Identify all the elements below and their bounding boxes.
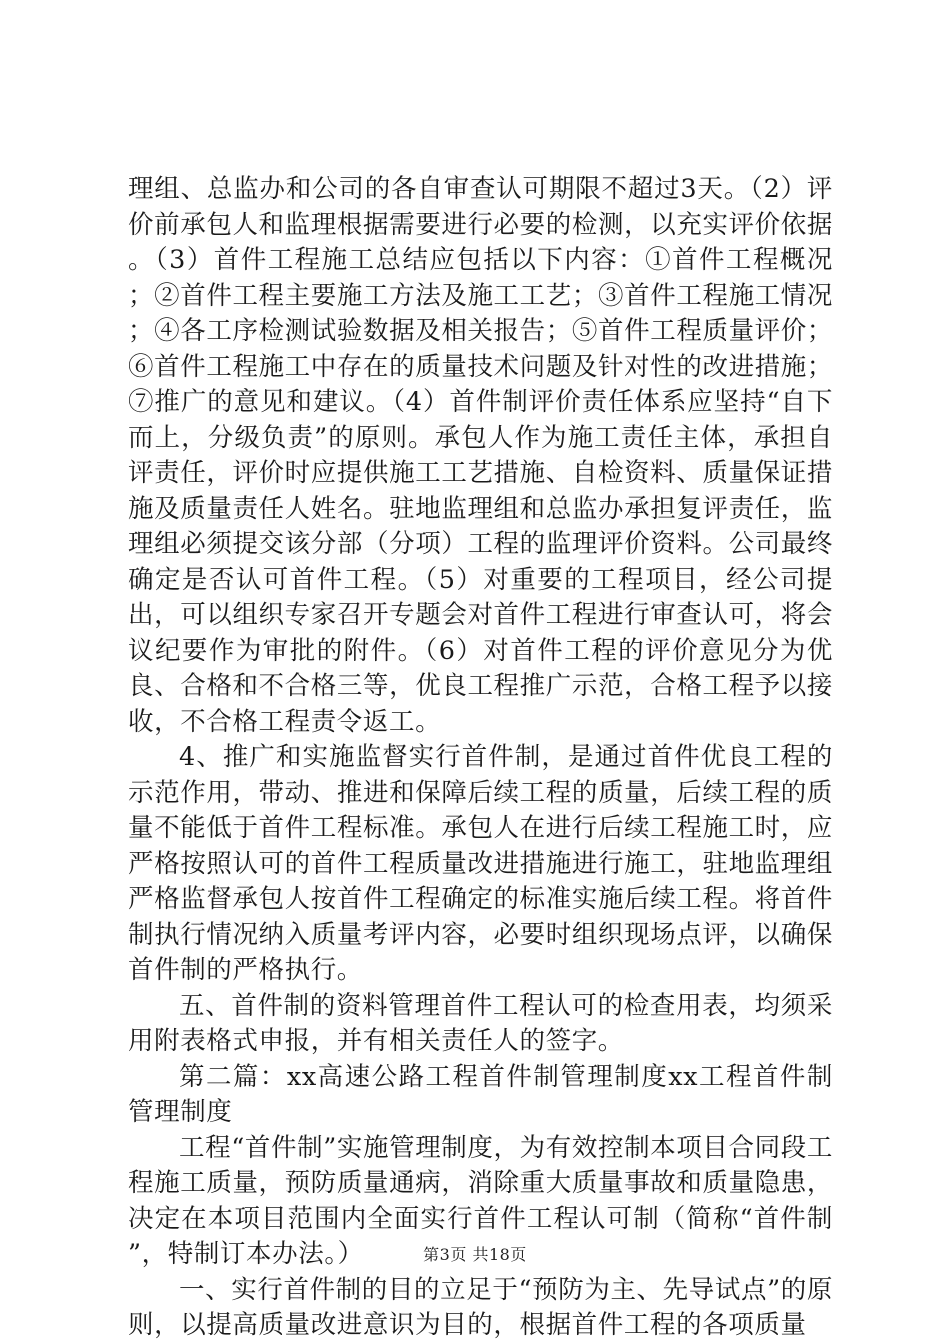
paragraph-1: 理组、总监办和公司的各自审查认可期限不超过3天。（2）评价前承包人和监理根据需要进行必要的检测，以充实评价依据。（3）首件工程施工总结应包括以下内容：①首件工程概况；②首件工程主要施工方法及施工工艺；③首件工程施工情况；④各工序检测试验数据及相关报告；⑤首件工程质量评价；⑥首件工程施工中存在的质量技术问题及针对性的改进措施；⑦推广的意见和建议。（4）首件制评价责任体系应坚持“自下而上，分级负责”的原则。承包人作为施工责任主体，承担自评责任，评价时应提供施工工艺措施、自检资料、质量保证措施及质量责任人姓名。驻地监理组和总监办承担复评责任，监理组必须提交该分部（分项）工程的监理评价资料。公司最终确定是否认可首件工程。（5）对重要的工程项目，经公司提出，可以组织专家召开专题会对首件工程进行审查认可，将会议纪要作为审批的附件。（6）对首件工程的评价意见分为优良、合格和不合格三等，优良工程推广示范，合格工程予以接收，不合格工程责令返工。 bbox=[128, 174, 833, 737]
paragraph-4-section-heading: 第二篇：xx高速公路工程首件制管理制度xx工程首件制管理制度 bbox=[128, 1061, 833, 1127]
page-number-footer: 第3页 共18页 bbox=[423, 1245, 527, 1264]
document-body bbox=[128, 172, 833, 1344]
paragraph-3: 五、首件制的资料管理首件工程认可的检查用表，均须采用附表格式申报，并有相关责任人的签字。 bbox=[128, 990, 833, 1056]
paragraph-5: 工程“首件制”实施管理制度，为有效控制本项目合同段工程施工质量，预防质量通病，消除重大质量事故和质量隐患，决定在本项目范围内全面实行首件工程认可制（简称“首件制”，特制订本办法。） bbox=[128, 1132, 833, 1269]
paragraph-6: 一、实行首件制的目的立足于“预防为主、先导试点”的原则，以提高质量改进意识为目的，根据首件工程的各项质量 bbox=[128, 1274, 833, 1340]
paragraph-2: 4、推广和实施监督实行首件制，是通过首件优良工程的示范作用，带动、推进和保障后续工程的质量，后续工程的质量不能低于首件工程标准。承包人在进行后续工程施工时，应严格按照认可的首件工程质量改进措施进行施工，驻地监理组严格监督承包人按首件工程确定的标准实施后续工程。将首件制执行情况纳入质量考评内容，必要时组织现场点评，以确保首件制的严格执行。 bbox=[128, 742, 833, 985]
